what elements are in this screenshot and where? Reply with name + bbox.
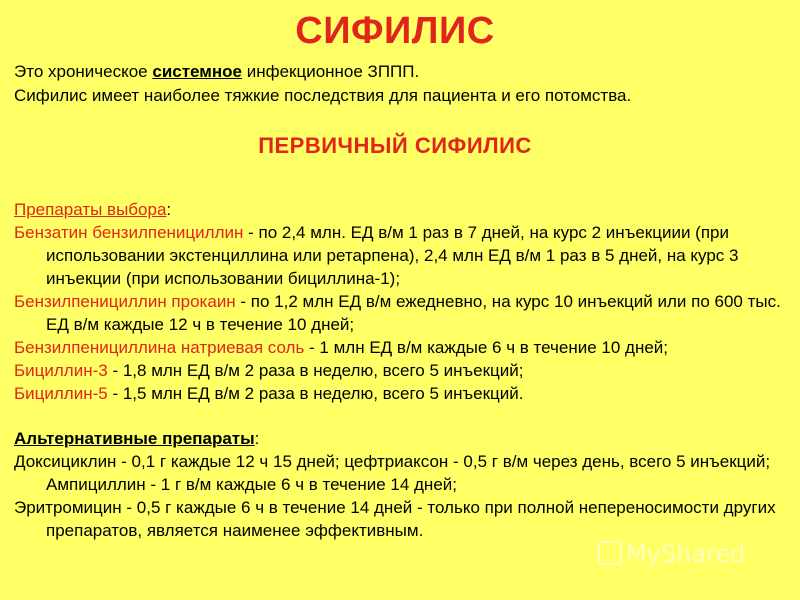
slide-title: СИФИЛИС xyxy=(295,10,495,52)
drug-name: Бензилпенициллина натриевая соль xyxy=(14,338,305,357)
treatment-body xyxy=(14,198,784,542)
drug-dosage: - 1,5 млн ЕД в/м 2 раза в неделю, всего 5 инъекций. xyxy=(107,384,524,403)
watermark-text: MyShared xyxy=(626,540,746,568)
alternative-item: Доксициклин - 0,1 г каждые 12 ч 15 дней; цефтриаксон - 0,5 г в/м через день, всего 5 инъекций; Ампициллин - 1 г в/м каждые 6 ч в течение 14 дней; xyxy=(14,452,771,494)
drug-dosage: - по 2,4 млн. ЕД в/м 1 раз в 7 дней, на курс 2 инъекциии (при использовании экстенциллина или ретарпена), 2,4 млн ЕД в/м 1 раз в 5 дней, на курс 3 инъекции (при использовании бициллина-1); xyxy=(46,223,739,288)
drug-item xyxy=(14,382,784,405)
drug-name: Бициллин-5 xyxy=(14,384,108,403)
intro-line-1-pre: Это хроническое xyxy=(14,62,153,81)
intro-line-1 xyxy=(14,60,631,84)
watermark-logo-icon xyxy=(598,541,622,565)
alternative-item: Эритромицин - 0,5 г каждые 6 ч в течение 14 дней - только при полной непереносимости других препаратов, является наименее эффективным. xyxy=(14,498,776,540)
section-gap xyxy=(14,405,784,427)
section-subtitle: ПЕРВИЧНЫЙ СИФИЛИС xyxy=(258,133,532,158)
drug-dosage: - по 1,2 млн ЕД в/м ежедневно, на курс 10 инъекций или по 600 тыс. ЕД в/м каждые 12 ч в течение 10 дней; xyxy=(46,292,781,334)
preferred-drugs-heading xyxy=(14,198,784,221)
drug-dosage: - 1,8 млн ЕД в/м 2 раза в неделю, всего 5 инъекций; xyxy=(107,361,524,380)
watermark xyxy=(598,540,745,568)
drug-name: Бензатин бензилпенициллин xyxy=(14,223,244,242)
preferred-drugs-colon: : xyxy=(166,200,172,219)
drug-item xyxy=(14,359,784,382)
intro-emphasis: системное xyxy=(152,62,242,81)
drug-dosage: - 1 млн ЕД в/м каждые 6 ч в течение 10 дней; xyxy=(304,338,669,357)
preferred-drugs-label: Препараты выбора xyxy=(14,200,167,219)
intro-line-2: Сифилис имеет наиболее тяжкие последствия для пациента и его потомства. xyxy=(14,86,632,105)
drug-item xyxy=(14,290,784,336)
drug-name: Бензилпенициллин прокаин xyxy=(14,292,236,311)
intro-text xyxy=(14,60,631,108)
alternative-drugs-label: Альтернативные препараты xyxy=(14,429,255,448)
drug-item xyxy=(14,336,784,359)
alternative-drugs-heading xyxy=(14,427,784,450)
drug-item xyxy=(14,221,784,290)
drug-name: Бициллин-3 xyxy=(14,361,108,380)
intro-line-1-post: инфекционное ЗППП. xyxy=(241,62,420,81)
alternative-drugs-colon: : xyxy=(254,429,260,448)
